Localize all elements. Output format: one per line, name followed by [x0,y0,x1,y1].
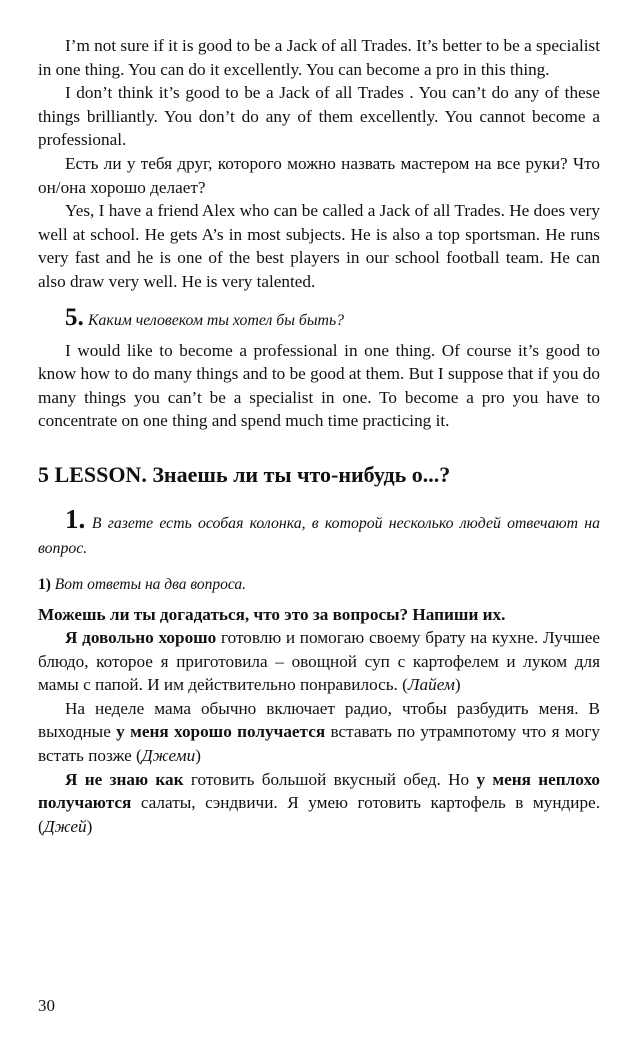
bold-phrase: Я довольно хорошо [65,628,217,648]
answer-paragraph [38,626,600,697]
task-question: Каким человеком ты хотел бы быть? [88,311,345,329]
author-name: Джей [43,816,87,836]
answer-text: ) [86,816,93,836]
paragraph: I don’t think it’s good to be a Jack of all Trades . You can’t do any of these things brilliantly. You don’t do any of them excellently. You cannot become a professional. [38,83,600,150]
answer-paragraph [38,697,600,768]
author-name: Лайем [407,675,455,695]
page-content [38,34,600,838]
answer-paragraph [38,768,600,839]
subtask-text: Вот ответы на два вопроса. [54,575,247,593]
page-number: 30 [38,996,55,1015]
task-text: В газете есть особая колонка, в которой несколько людей отвечают на вопрос. [38,514,600,557]
bold-phrase: у меня хорошо получается [116,722,326,742]
subtask-number: 1) [38,575,51,593]
task-number: 5. [65,303,84,331]
task-number: 1. [65,503,86,534]
answer-text: вставать по утрампотому что я могу встать позже ( [38,722,600,766]
answer-text: готовлю и помогаю своему брату на кухне. Лучшее блюдо, которое я приготовила – овощной суп с картофелем и луком для мамы с папой. И им действительно понравилось. ( [38,628,600,695]
paragraph: I’m not sure if it is good to be a Jack of all Trades. It’s better to be a specialist in one thing. You can do it excellently. You can become a pro in this thing. [38,36,600,79]
answer-text: готовить большой вкусный обед. Но [183,769,477,789]
bold-phrase: у меня неплохо получаются [38,769,600,813]
paragraph: I would like to become a professional in one thing. Of course it’s good to know how to do many things and to be good at them. But I suppose that if you do many things you can’t be a specialist in one. To become a pro you have to concentrate on one thing and spend much time practicing it. [38,340,600,431]
subtask-heading [38,573,600,597]
instruction: Можешь ли ты догадаться, что это за вопросы? Напиши их. [38,604,506,624]
answer-text: ) [454,675,461,695]
author-name: Джеми [141,746,196,766]
bold-phrase: Я не знаю как [65,769,184,789]
paragraph: Есть ли у тебя друг, которого можно назвать мастером на все руки? Что он/она хорошо делает? [38,153,600,197]
answer-text: На неделе мама обычно включает радио, чтобы разбудить меня. В выходные [38,698,600,742]
task-5-heading [38,303,600,333]
answer-text: ) [195,746,201,766]
lesson-title: 5 LESSON. Знаешь ли ты что-нибудь о...? [38,461,451,487]
answer-text: салаты, сэндвичи. Я умею готовить картофель в мундире. ( [38,793,600,836]
paragraph: Yes, I have a friend Alex who can be called a Jack of all Trades. He does very well at school. He gets A’s in most subjects. He is also a top sportsman. He runs very fast and he is one of the best players in our school football team. He can also draw very well. He is very talented. [38,201,600,291]
task-1-heading [38,503,600,561]
